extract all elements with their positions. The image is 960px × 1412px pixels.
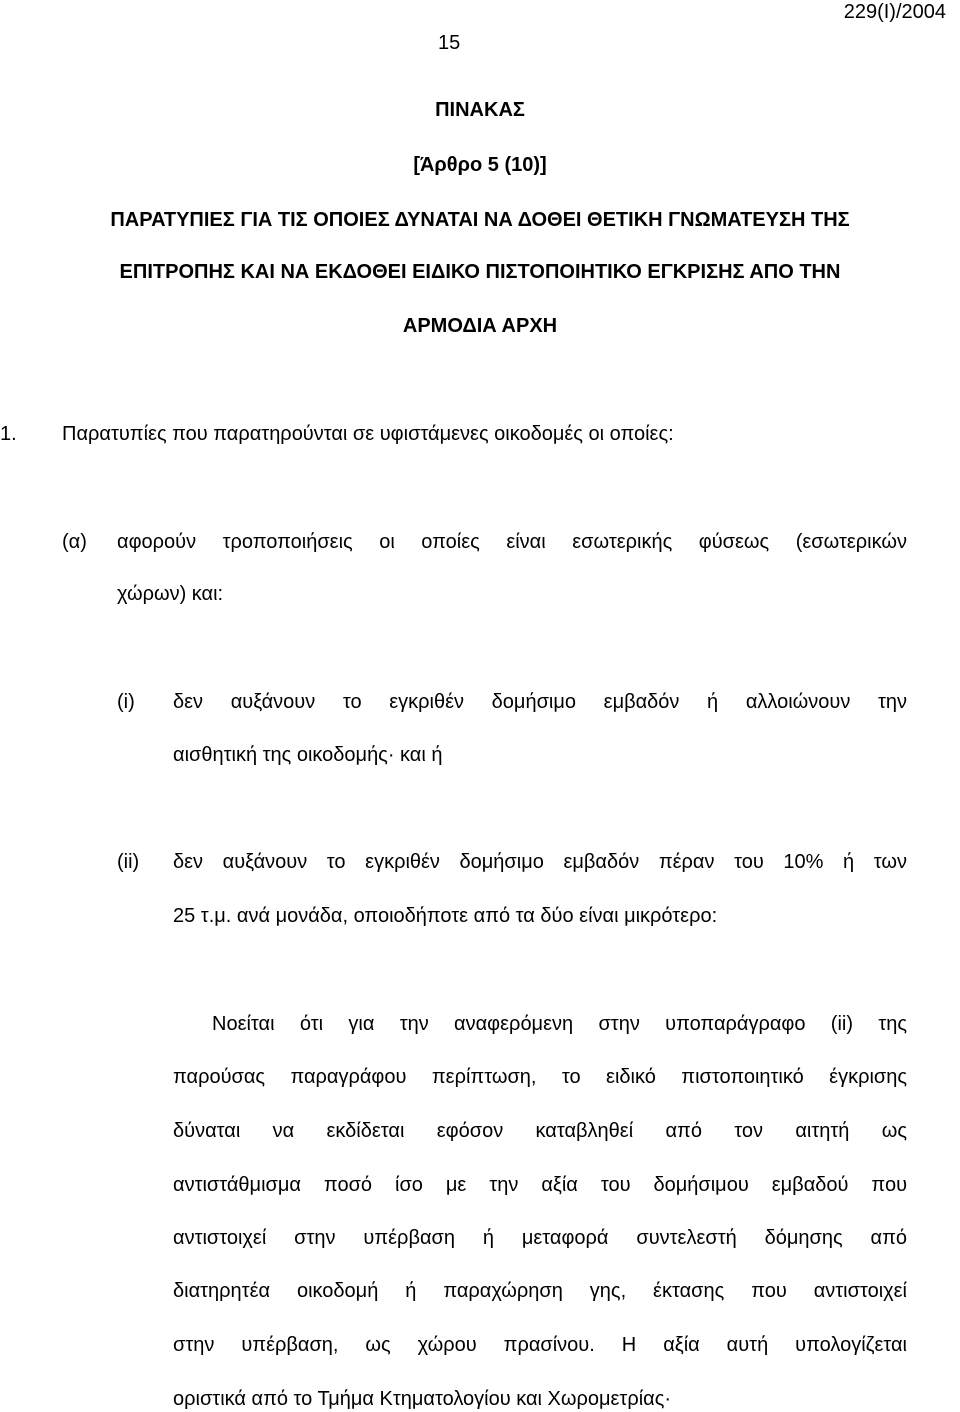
subtitle-line-3: ΑΡΜΟΔΙΑ ΑΡΧΗ (402, 315, 558, 337)
page-number: 15 (438, 32, 461, 54)
section-number: 1. (0, 423, 17, 445)
item-ii-line-2: 25 τ.μ. ανά μονάδα, οποιοδήποτε από τα δύο είναι μικρότερο: (173, 905, 718, 927)
proviso-line-8: οριστικά από το Τμήμα Κτηματολογίου και Χωρομετρίας· (173, 1388, 672, 1410)
subtitle-line-2: ΕΠΙΤΡΟΠΗΣ ΚΑΙ ΝΑ ΕΚΔΟΘΕΙ ΕΙΔΙΚΟ ΠΙΣΤΟΠΟΙΗΤΙΚΟ ΕΓΚΡΙΣΗΣ ΑΠΟ ΤΗΝ (119, 261, 841, 283)
item-i-line-1: δεν αυξάνουν το εγκριθέν δομήσιμο εμβαδόν ή αλλοιώνουν την (173, 691, 907, 713)
law-code-header: 229(Ι)/2004 (843, 1, 946, 23)
proviso-line-6: διατηρητέα οικοδομή ή παραχώρηση γης, έκτασης που αντιστοιχεί (173, 1280, 907, 1302)
proviso-line-5: αντιστοιχεί στην υπέρβαση ή μεταφορά συντελεστή δόμησης από (173, 1227, 907, 1249)
subtitle-line-1: ΠΑΡΑΤΥΠΙΕΣ ΓΙΑ ΤΙΣ ΟΠΟΙΕΣ ΔΥΝΑΤΑΙ ΝΑ ΔΟΘΕΙ ΘΕΤΙΚΗ ΓΝΩΜΑΤΕΥΣΗ ΤΗΣ (110, 209, 850, 231)
item-ii-label: (ii) (117, 851, 140, 873)
item-a-line-1: αφορούν τροποποιήσεις οι οποίες είναι εσωτερικής φύσεως (εσωτερικών (117, 531, 907, 553)
proviso-line-7: στην υπέρβαση, ως χώρου πρασίνου. Η αξία αυτή υπολογίζεται (173, 1334, 907, 1356)
item-i-line-2: αισθητική της οικοδομής· και ή (173, 744, 443, 766)
table-heading: ΠΙΝΑΚΑΣ (435, 99, 525, 121)
article-reference: [Άρθρο 5 (10)] (413, 154, 547, 176)
item-a-line-2: χώρων) και: (117, 583, 224, 605)
proviso-line-1: Νοείται ότι για την αναφερόμενη στην υποπαράγραφο (ii) της (212, 1013, 907, 1035)
item-ii-line-1: δεν αυξάνουν το εγκριθέν δομήσιμο εμβαδόν πέραν του 10% ή των (173, 851, 907, 873)
section-text: Παρατυπίες που παρατηρούνται σε υφιστάμενες οικοδομές οι οποίες: (62, 423, 674, 445)
proviso-line-4: αντιστάθμισμα ποσό ίσο με την αξία του δομήσιμου εμβαδού που (173, 1174, 907, 1196)
proviso-line-3: δύναται να εκδίδεται εφόσον καταβληθεί από τον αιτητή ως (173, 1120, 907, 1142)
item-a-label: (α) (62, 531, 87, 553)
item-i-label: (i) (117, 691, 135, 713)
proviso-line-2: παρούσας παραγράφου περίπτωση, το ειδικό πιστοποιητικό έγκρισης (173, 1066, 907, 1088)
